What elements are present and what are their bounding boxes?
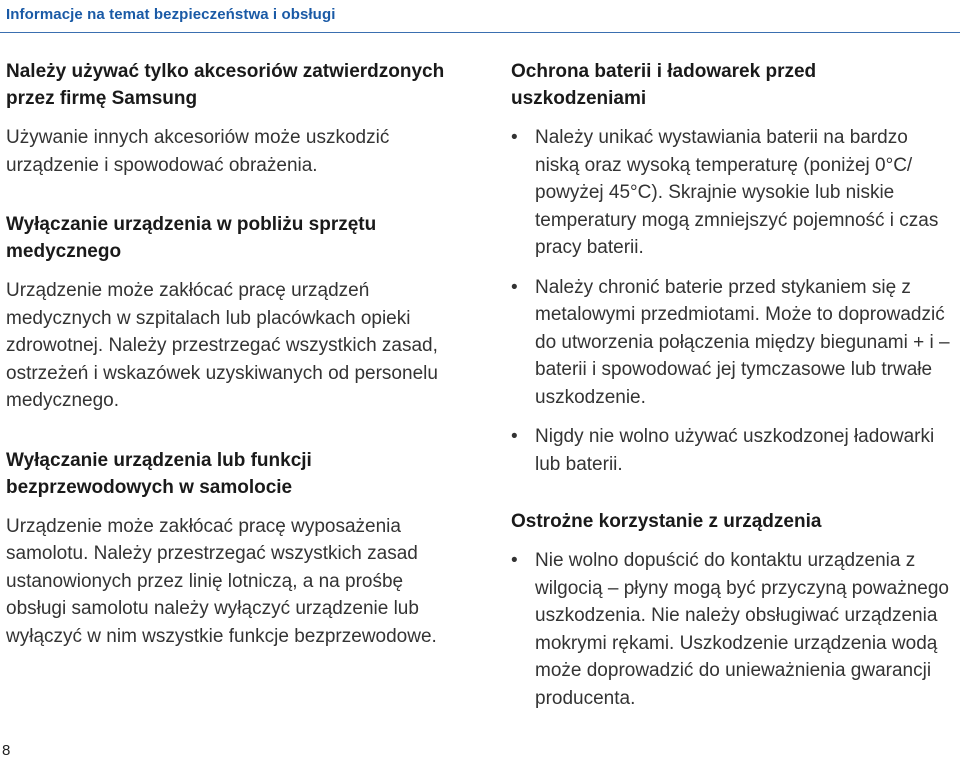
section-title-battery: Ochrona baterii i ładowarek przed uszkodzeniami [511, 61, 817, 109]
battery-bullet-list [511, 124, 956, 478]
right-column [511, 58, 956, 712]
list-item-text: Należy unikać wystawiania baterii na bardzo niską oraz wysoką temperaturę (poniżej 0°C/ powyżej 45°C). Skrajnie wysokie lub niskie temperatury mogą zmniejszyć pojemność i czas pracy baterii. [535, 127, 939, 258]
careful-use-bullet-list [511, 547, 956, 712]
section-title-accessories: Należy używać tylko akcesoriów zatwierdzonych przez firmę Samsung [6, 61, 445, 109]
page-number: 8 [2, 742, 11, 759]
section-body-accessories: Używanie innych akcesoriów może uszkodzić urządzenie i spowodować obrażenia. [6, 127, 390, 176]
section-title-careful-use: Ostrożne korzystanie z urządzenia [511, 511, 822, 532]
bullet-icon: • [511, 426, 518, 447]
section-title-airplane: Wyłączanie urządzenia lub funkcji bezprzewodowych w samolocie [6, 449, 312, 498]
list-item [511, 547, 956, 712]
left-column [6, 58, 466, 650]
header-divider [0, 32, 960, 33]
bullet-icon: • [511, 550, 518, 571]
page-header-title: Informacje na temat bezpieczeństwa i obsługi [6, 6, 336, 23]
list-item [511, 124, 956, 262]
list-item-text: Należy chronić baterie przed stykaniem się z metalowymi przedmiotami. Może to doprowadzić do utworzenia połączenia między biegunami + i – baterii i spowodować jej tymczasowe lub trwałe uszkodzenie. [535, 276, 950, 408]
section-body-medical: Urządzenie może zakłócać pracę urządzeń medycznych w szpitalach lub placówkach opieki zdrowotnej. Należy przestrzegać wszystkich zasad, ostrzeżeń i wskazówek uzyskiwanych od personelu medycznego. [6, 280, 438, 411]
bullet-icon: • [511, 127, 518, 148]
bullet-icon: • [511, 276, 518, 298]
list-item [511, 274, 956, 412]
list-item [511, 423, 956, 478]
section-title-medical: Wyłączanie urządzenia w pobliżu sprzętu medycznego [6, 214, 377, 262]
list-item-text: Nigdy nie wolno używać uszkodzonej ładowarki lub baterii. [535, 426, 935, 475]
list-item-text: Nie wolno dopuścić do kontaktu urządzenia z wilgocią – płyny mogą być przyczyną poważnego uszkodzenia. Nie należy obsługiwać urządzenia mokrymi rękami. Uszkodzenie urządzenia wodą może doprowadzić do unieważnienia gwarancji producenta. [535, 550, 949, 709]
section-body-airplane: Urządzenie może zakłócać pracę wyposażenia samolotu. Należy przestrzegać wszystkich zasad ustanowionych przez linię lotniczą, a na prośbę obsługi samolotu należy wyłączyć urządzenie lub wyłączyć w nim wszystkie funkcje bezprzewodowe. [6, 515, 437, 647]
